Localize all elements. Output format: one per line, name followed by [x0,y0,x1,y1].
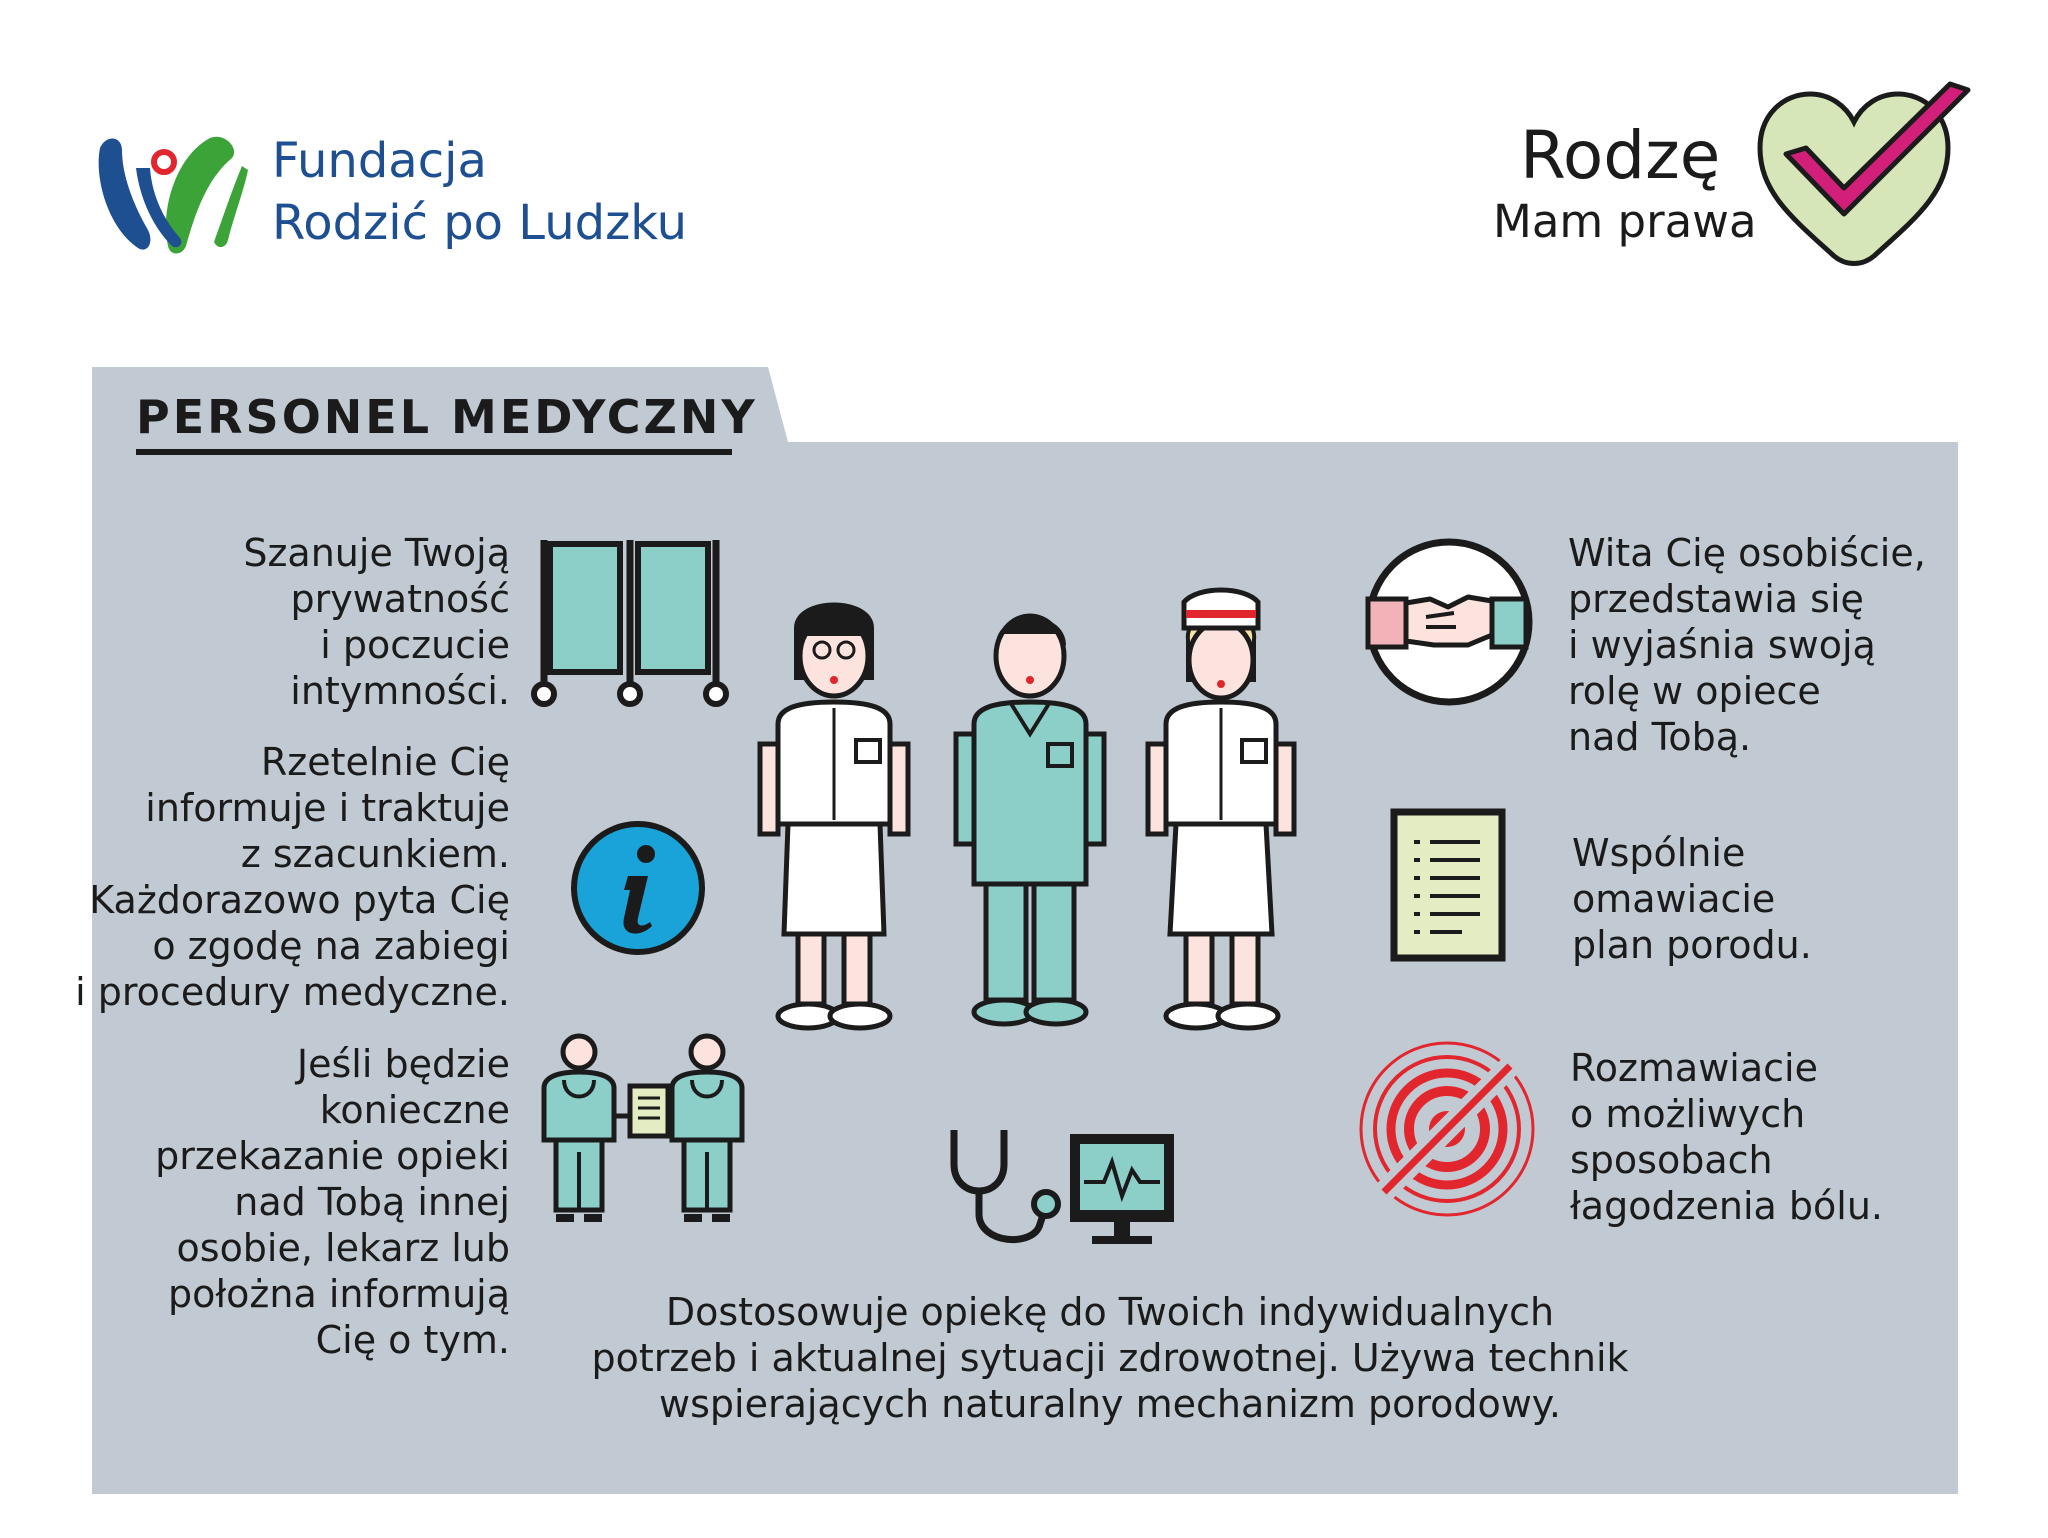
individual-care-text: Dostosowuje opiekę do Twoich indywidualnych potrzeb i aktualnej sytuacji zdrowotnej. Używa technik wspierających naturalny mechanizm porodowy. [591,1290,1629,1426]
privacy-text: Szanuje Twoją prywatność i poczucie intymności. [243,531,510,713]
birth-plan-text: Wspólnie omawiacie plan porodu. [1572,831,1812,967]
title-underline [136,449,732,455]
pain-relief-icon [1354,1036,1540,1222]
info-icon [568,818,708,958]
handshake-icon [1364,537,1534,707]
org-name-line1: Fundacja [272,133,487,189]
care-handover-icon [538,1032,748,1228]
privacy-screen-icon [536,536,742,712]
figure-female-doctor [760,603,908,1029]
medical-staff-figures-icon [758,584,1298,1044]
org-name-line2: Rodzić po Ludzku [272,195,688,251]
handover-text: Jeśli będzie konieczne przekazanie opieki nad Tobą innej osobie, lekarz lub położna informują Cię o tym. [155,1042,510,1362]
figure-male-doctor [956,616,1104,1024]
panel-title: PERSONEL MEDYCZNY [136,390,758,444]
campaign-title: Rodzę [1520,117,1721,194]
figure-nurse [1148,590,1294,1028]
greeting-text: Wita Cię osobiście, przedstawia się i wyjaśnia swoją rolę w opiece nad Tobą. [1568,531,1926,759]
campaign-subtitle: Mam prawa [1493,195,1757,248]
information-text: Rzetelnie Cię informuje i traktuje z szacunkiem. Każdorazowo pyta Cię o zgodę na zabiegi i procedury medyczne. [75,740,510,1014]
pain-text: Rozmawiacie o możliwych sposobach łagodzenia bólu. [1570,1046,1883,1228]
birth-plan-document-icon [1390,808,1506,962]
stethoscope-monitor-icon [944,1124,1180,1254]
